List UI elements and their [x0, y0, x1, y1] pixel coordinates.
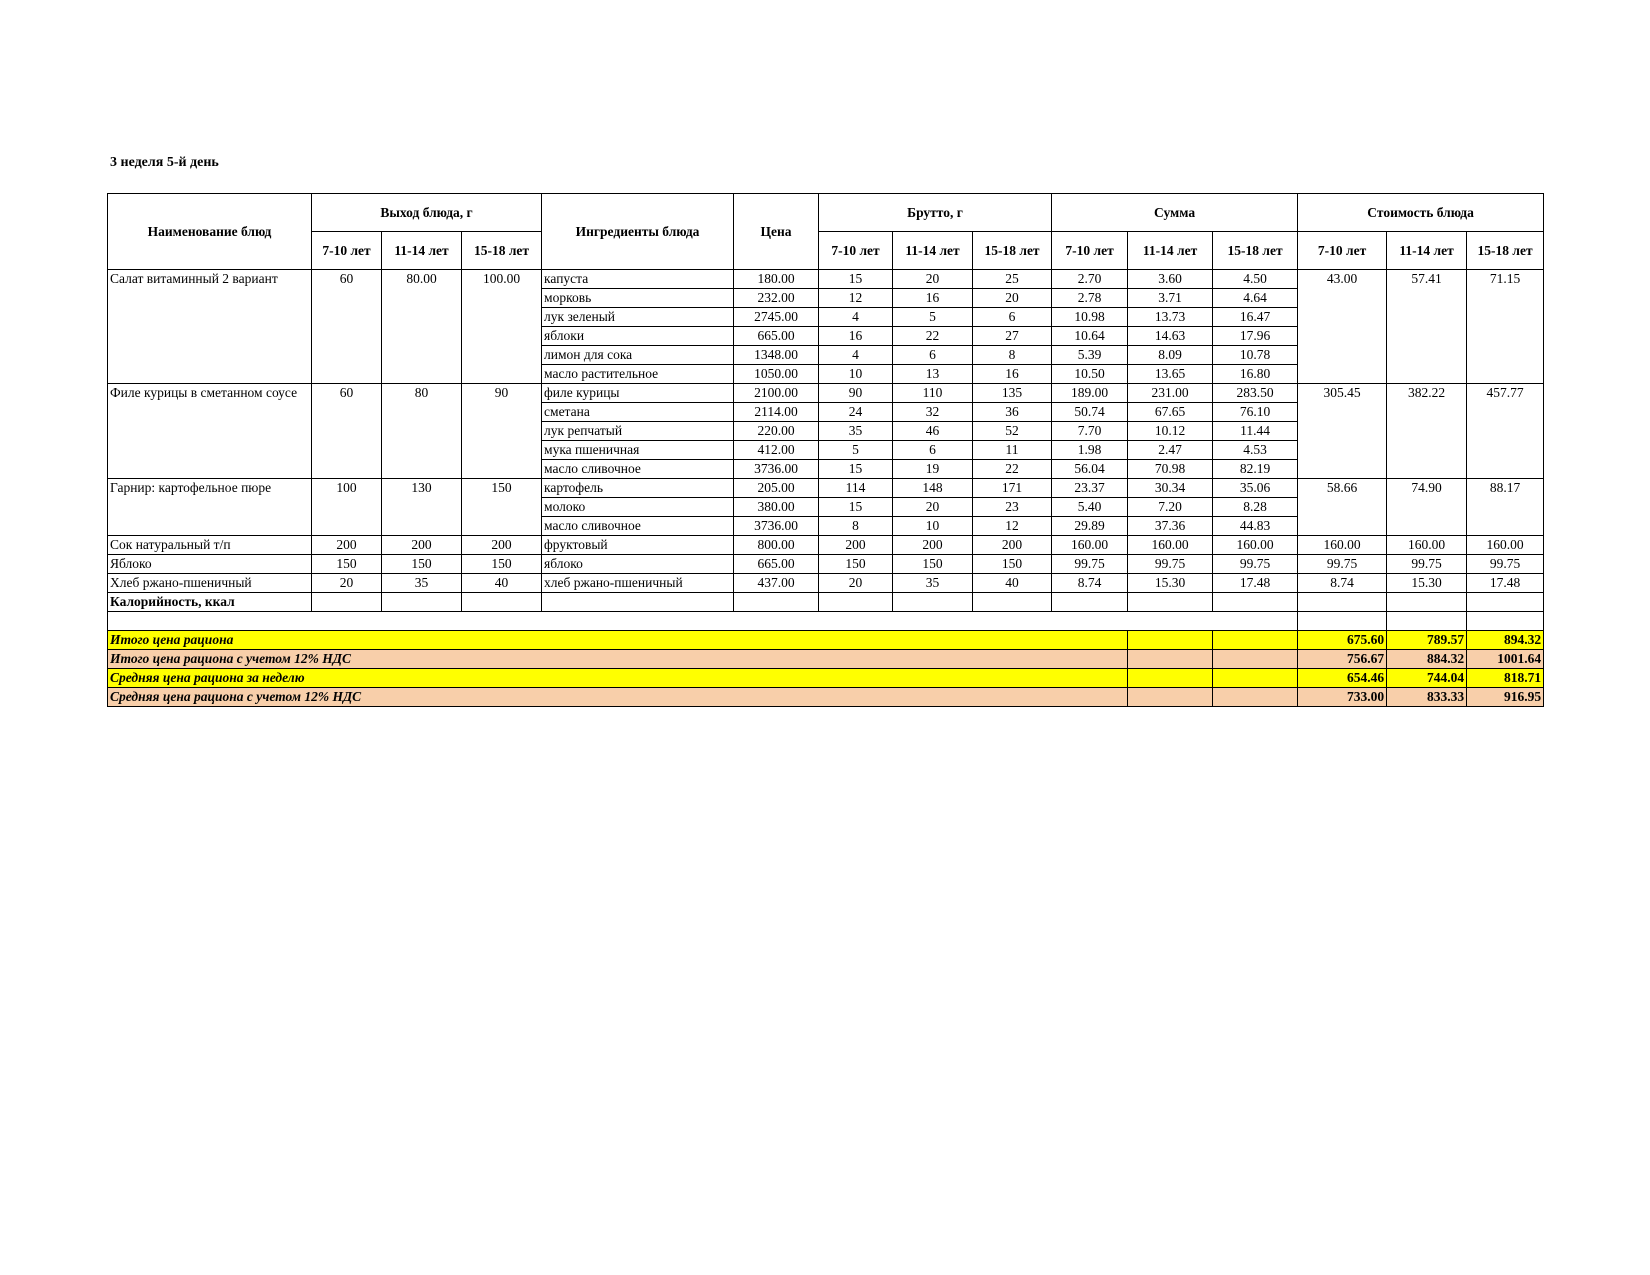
ingredient-sum: 10.50: [1052, 365, 1128, 384]
ingredient-brutto: 10: [893, 517, 973, 536]
header-sum-age2: 11-14 лет: [1128, 232, 1213, 270]
dish-output: 80.00: [382, 270, 462, 384]
dish-cost: 99.75: [1467, 555, 1544, 574]
ingredient-brutto: 20: [819, 574, 893, 593]
ingredient-brutto: 8: [973, 346, 1052, 365]
header-brutto-age1: 7-10 лет: [819, 232, 893, 270]
dish-name: Яблоко: [108, 555, 312, 574]
ingredient-brutto: 110: [893, 384, 973, 403]
ingredient-sum: 5.40: [1052, 498, 1128, 517]
ingredient-brutto: 200: [819, 536, 893, 555]
table-row: [108, 384, 1544, 403]
dish-output: 130: [382, 479, 462, 536]
ingredient-price: 800.00: [734, 536, 819, 555]
totals-value: 833.33: [1387, 688, 1467, 707]
ingredient-brutto: 40: [973, 574, 1052, 593]
table-row: [108, 536, 1544, 555]
ingredient-sum: 99.75: [1052, 555, 1128, 574]
ingredient-price: 3736.00: [734, 517, 819, 536]
ingredient-brutto: 6: [973, 308, 1052, 327]
ingredient-sum: 4.53: [1213, 441, 1298, 460]
dish-cost: 457.77: [1467, 384, 1544, 479]
ingredient-name: яблоки: [542, 327, 734, 346]
ingredient-brutto: 6: [893, 441, 973, 460]
totals-row: [108, 688, 1544, 707]
ingredient-price: 1348.00: [734, 346, 819, 365]
ingredient-brutto: 15: [819, 270, 893, 289]
ingredient-sum: 13.73: [1128, 308, 1213, 327]
header-price: Цена: [734, 194, 819, 270]
ingredient-brutto: 150: [893, 555, 973, 574]
dish-cost: 160.00: [1298, 536, 1387, 555]
ingredient-price: 232.00: [734, 289, 819, 308]
page-title: 3 неделя 5-й день: [110, 155, 219, 170]
dish-output: 80: [382, 384, 462, 479]
dish-output: 20: [312, 574, 382, 593]
totals-label: Итого цена рациона: [108, 631, 1128, 650]
ingredient-name: картофель: [542, 479, 734, 498]
ingredient-price: 205.00: [734, 479, 819, 498]
ingredient-brutto: 15: [819, 460, 893, 479]
ingredient-sum: 7.20: [1128, 498, 1213, 517]
dish-output: 60: [312, 270, 382, 384]
ingredient-sum: 10.98: [1052, 308, 1128, 327]
ingredient-sum: 76.10: [1213, 403, 1298, 422]
ingredient-brutto: 27: [973, 327, 1052, 346]
ingredient-sum: 16.47: [1213, 308, 1298, 327]
ingredient-sum: 8.74: [1052, 574, 1128, 593]
totals-label: Средняя цена рациона с учетом 12% НДС: [108, 688, 1128, 707]
header-cost-age2: 11-14 лет: [1387, 232, 1467, 270]
ingredient-price: 412.00: [734, 441, 819, 460]
ingredient-brutto: 12: [819, 289, 893, 308]
ingredient-brutto: 8: [819, 517, 893, 536]
header-output-age3: 15-18 лет: [462, 232, 542, 270]
ingredient-sum: 13.65: [1128, 365, 1213, 384]
ingredient-brutto: 15: [819, 498, 893, 517]
header-sum-age1: 7-10 лет: [1052, 232, 1128, 270]
ingredient-brutto: 23: [973, 498, 1052, 517]
ingredient-brutto: 36: [973, 403, 1052, 422]
ingredient-sum: 7.70: [1052, 422, 1128, 441]
ingredient-price: 437.00: [734, 574, 819, 593]
ingredient-sum: 3.60: [1128, 270, 1213, 289]
dish-cost: 58.66: [1298, 479, 1387, 536]
ingredient-sum: 2.70: [1052, 270, 1128, 289]
menu-body: [108, 270, 1544, 593]
ingredient-sum: 5.39: [1052, 346, 1128, 365]
dish-output: 60: [312, 384, 382, 479]
ingredient-name: хлеб ржано-пшеничный: [542, 574, 734, 593]
ingredient-brutto: 20: [893, 270, 973, 289]
totals-label: Средняя цена рациона за неделю: [108, 669, 1128, 688]
ingredient-name: лимон для сока: [542, 346, 734, 365]
ingredient-brutto: 200: [973, 536, 1052, 555]
ingredient-brutto: 25: [973, 270, 1052, 289]
ingredient-sum: 1.98: [1052, 441, 1128, 460]
ingredient-brutto: 150: [819, 555, 893, 574]
totals-row: [108, 650, 1544, 669]
table-row: [108, 574, 1544, 593]
dish-name: Салат витаминный 2 вариант: [108, 270, 312, 384]
ingredient-name: мука пшеничная: [542, 441, 734, 460]
ingredient-name: лук зеленый: [542, 308, 734, 327]
totals-row: [108, 669, 1544, 688]
dish-output: 35: [382, 574, 462, 593]
table-row: [108, 555, 1544, 574]
totals-body: [108, 631, 1544, 707]
dish-output: 150: [462, 479, 542, 536]
totals-label: Итого цена рациона с учетом 12% НДС: [108, 650, 1128, 669]
dish-cost: 99.75: [1298, 555, 1387, 574]
dish-cost: 8.74: [1298, 574, 1387, 593]
ingredient-price: 180.00: [734, 270, 819, 289]
ingredient-brutto: 148: [893, 479, 973, 498]
ingredient-brutto: 5: [893, 308, 973, 327]
ingredient-brutto: 11: [973, 441, 1052, 460]
totals-value: 675.60: [1298, 631, 1387, 650]
ingredient-brutto: 135: [973, 384, 1052, 403]
dish-name: Филе курицы в сметанном соусе: [108, 384, 312, 479]
header-cost: Стоимость блюда: [1298, 194, 1544, 232]
dish-output: 200: [462, 536, 542, 555]
ingredient-name: сметана: [542, 403, 734, 422]
dish-cost: 43.00: [1298, 270, 1387, 384]
ingredient-sum: 17.96: [1213, 327, 1298, 346]
ingredient-sum: 44.83: [1213, 517, 1298, 536]
ingredient-sum: 231.00: [1128, 384, 1213, 403]
header-ingredients: Ингредиенты блюда: [542, 194, 734, 270]
ingredient-brutto: 16: [819, 327, 893, 346]
dish-name: Сок натуральный т/п: [108, 536, 312, 555]
ingredient-name: яблоко: [542, 555, 734, 574]
ingredient-price: 665.00: [734, 555, 819, 574]
ingredient-brutto: 52: [973, 422, 1052, 441]
ingredient-brutto: 46: [893, 422, 973, 441]
ingredient-sum: 82.19: [1213, 460, 1298, 479]
ingredient-brutto: 22: [893, 327, 973, 346]
ingredient-sum: 29.89: [1052, 517, 1128, 536]
dish-cost: 71.15: [1467, 270, 1544, 384]
ingredient-sum: 99.75: [1128, 555, 1213, 574]
ingredient-sum: 4.64: [1213, 289, 1298, 308]
totals-value: 884.32: [1387, 650, 1467, 669]
ingredient-sum: 11.44: [1213, 422, 1298, 441]
dish-cost: 160.00: [1387, 536, 1467, 555]
ingredient-name: капуста: [542, 270, 734, 289]
ingredient-brutto: 171: [973, 479, 1052, 498]
dish-cost: 17.48: [1467, 574, 1544, 593]
ingredient-brutto: 114: [819, 479, 893, 498]
ingredient-price: 2745.00: [734, 308, 819, 327]
header-brutto: Брутто, г: [819, 194, 1052, 232]
ingredient-brutto: 35: [893, 574, 973, 593]
dish-output: 150: [312, 555, 382, 574]
ingredient-name: масло сливочное: [542, 517, 734, 536]
ingredient-sum: 160.00: [1128, 536, 1213, 555]
ingredient-sum: 189.00: [1052, 384, 1128, 403]
ingredient-brutto: 20: [893, 498, 973, 517]
header-output-age1: 7-10 лет: [312, 232, 382, 270]
ingredient-brutto: 32: [893, 403, 973, 422]
ingredient-sum: 283.50: [1213, 384, 1298, 403]
dish-cost: 382.22: [1387, 384, 1467, 479]
ingredient-sum: 14.63: [1128, 327, 1213, 346]
header-sum: Сумма: [1052, 194, 1298, 232]
ingredient-name: молоко: [542, 498, 734, 517]
ingredient-brutto: 20: [973, 289, 1052, 308]
ingredient-brutto: 200: [893, 536, 973, 555]
ingredient-sum: 160.00: [1213, 536, 1298, 555]
dish-output: 100.00: [462, 270, 542, 384]
totals-value: 818.71: [1467, 669, 1544, 688]
ingredient-sum: 10.12: [1128, 422, 1213, 441]
ingredient-sum: 30.34: [1128, 479, 1213, 498]
ingredient-sum: 8.28: [1213, 498, 1298, 517]
ingredient-name: масло растительное: [542, 365, 734, 384]
ingredient-name: лук репчатый: [542, 422, 734, 441]
ingredient-sum: 4.50: [1213, 270, 1298, 289]
ingredient-brutto: 16: [893, 289, 973, 308]
ingredient-price: 3736.00: [734, 460, 819, 479]
ingredient-sum: 15.30: [1128, 574, 1213, 593]
ingredient-sum: 2.47: [1128, 441, 1213, 460]
header-cost-age1: 7-10 лет: [1298, 232, 1387, 270]
header-dish: Наименование блюд: [108, 194, 312, 270]
totals-value: 894.32: [1467, 631, 1544, 650]
ingredient-sum: 67.65: [1128, 403, 1213, 422]
header-cost-age3: 15-18 лет: [1467, 232, 1544, 270]
ingredient-brutto: 16: [973, 365, 1052, 384]
dish-name: Гарнир: картофельное пюре: [108, 479, 312, 536]
ingredient-price: 220.00: [734, 422, 819, 441]
ingredient-sum: 17.48: [1213, 574, 1298, 593]
dish-name: Хлеб ржано-пшеничный: [108, 574, 312, 593]
ingredient-sum: 50.74: [1052, 403, 1128, 422]
header-brutto-age2: 11-14 лет: [893, 232, 973, 270]
ingredient-brutto: 5: [819, 441, 893, 460]
dish-cost: 88.17: [1467, 479, 1544, 536]
header-brutto-age3: 15-18 лет: [973, 232, 1052, 270]
dish-cost: 99.75: [1387, 555, 1467, 574]
ingredient-brutto: 150: [973, 555, 1052, 574]
dish-cost: 305.45: [1298, 384, 1387, 479]
dish-output: 200: [312, 536, 382, 555]
ingredient-sum: 37.36: [1128, 517, 1213, 536]
ingredient-sum: 16.80: [1213, 365, 1298, 384]
ingredient-sum: 23.37: [1052, 479, 1128, 498]
ingredient-price: 2114.00: [734, 403, 819, 422]
ingredient-sum: 99.75: [1213, 555, 1298, 574]
totals-value: 789.57: [1387, 631, 1467, 650]
ingredient-sum: 3.71: [1128, 289, 1213, 308]
table-row: [108, 479, 1544, 498]
dish-output: 40: [462, 574, 542, 593]
ingredient-sum: 10.64: [1052, 327, 1128, 346]
ingredient-sum: 56.04: [1052, 460, 1128, 479]
table-row: [108, 270, 1544, 289]
ingredient-brutto: 19: [893, 460, 973, 479]
ingredient-name: фруктовый: [542, 536, 734, 555]
dish-output: 200: [382, 536, 462, 555]
ingredient-name: морковь: [542, 289, 734, 308]
dish-cost: 160.00: [1467, 536, 1544, 555]
ingredient-price: 665.00: [734, 327, 819, 346]
ingredient-price: 380.00: [734, 498, 819, 517]
totals-value: 916.95: [1467, 688, 1544, 707]
ingredient-brutto: 24: [819, 403, 893, 422]
ingredient-brutto: 90: [819, 384, 893, 403]
dish-output: 90: [462, 384, 542, 479]
ingredient-brutto: 4: [819, 308, 893, 327]
dish-output: 150: [382, 555, 462, 574]
menu-table: [107, 193, 1544, 707]
dish-cost: 57.41: [1387, 270, 1467, 384]
ingredient-name: масло сливочное: [542, 460, 734, 479]
ingredient-price: 2100.00: [734, 384, 819, 403]
header-output-age2: 11-14 лет: [382, 232, 462, 270]
ingredient-brutto: 6: [893, 346, 973, 365]
ingredient-name: филе курицы: [542, 384, 734, 403]
totals-value: 1001.64: [1467, 650, 1544, 669]
ingredient-brutto: 10: [819, 365, 893, 384]
totals-value: 733.00: [1298, 688, 1387, 707]
dish-cost: 15.30: [1387, 574, 1467, 593]
totals-value: 756.67: [1298, 650, 1387, 669]
dish-cost: 74.90: [1387, 479, 1467, 536]
ingredient-sum: 35.06: [1213, 479, 1298, 498]
ingredient-brutto: 22: [973, 460, 1052, 479]
ingredient-sum: 8.09: [1128, 346, 1213, 365]
dish-output: 150: [462, 555, 542, 574]
totals-row: [108, 631, 1544, 650]
header-sum-age3: 15-18 лет: [1213, 232, 1298, 270]
ingredient-brutto: 35: [819, 422, 893, 441]
ingredient-brutto: 13: [893, 365, 973, 384]
ingredient-brutto: 12: [973, 517, 1052, 536]
totals-value: 654.46: [1298, 669, 1387, 688]
ingredient-sum: 160.00: [1052, 536, 1128, 555]
totals-value: 744.04: [1387, 669, 1467, 688]
calories-label: Калорийность, ккал: [108, 593, 312, 612]
ingredient-brutto: 4: [819, 346, 893, 365]
ingredient-sum: 2.78: [1052, 289, 1128, 308]
ingredient-price: 1050.00: [734, 365, 819, 384]
ingredient-sum: 10.78: [1213, 346, 1298, 365]
ingredient-sum: 70.98: [1128, 460, 1213, 479]
dish-output: 100: [312, 479, 382, 536]
header-output: Выход блюда, г: [312, 194, 542, 232]
